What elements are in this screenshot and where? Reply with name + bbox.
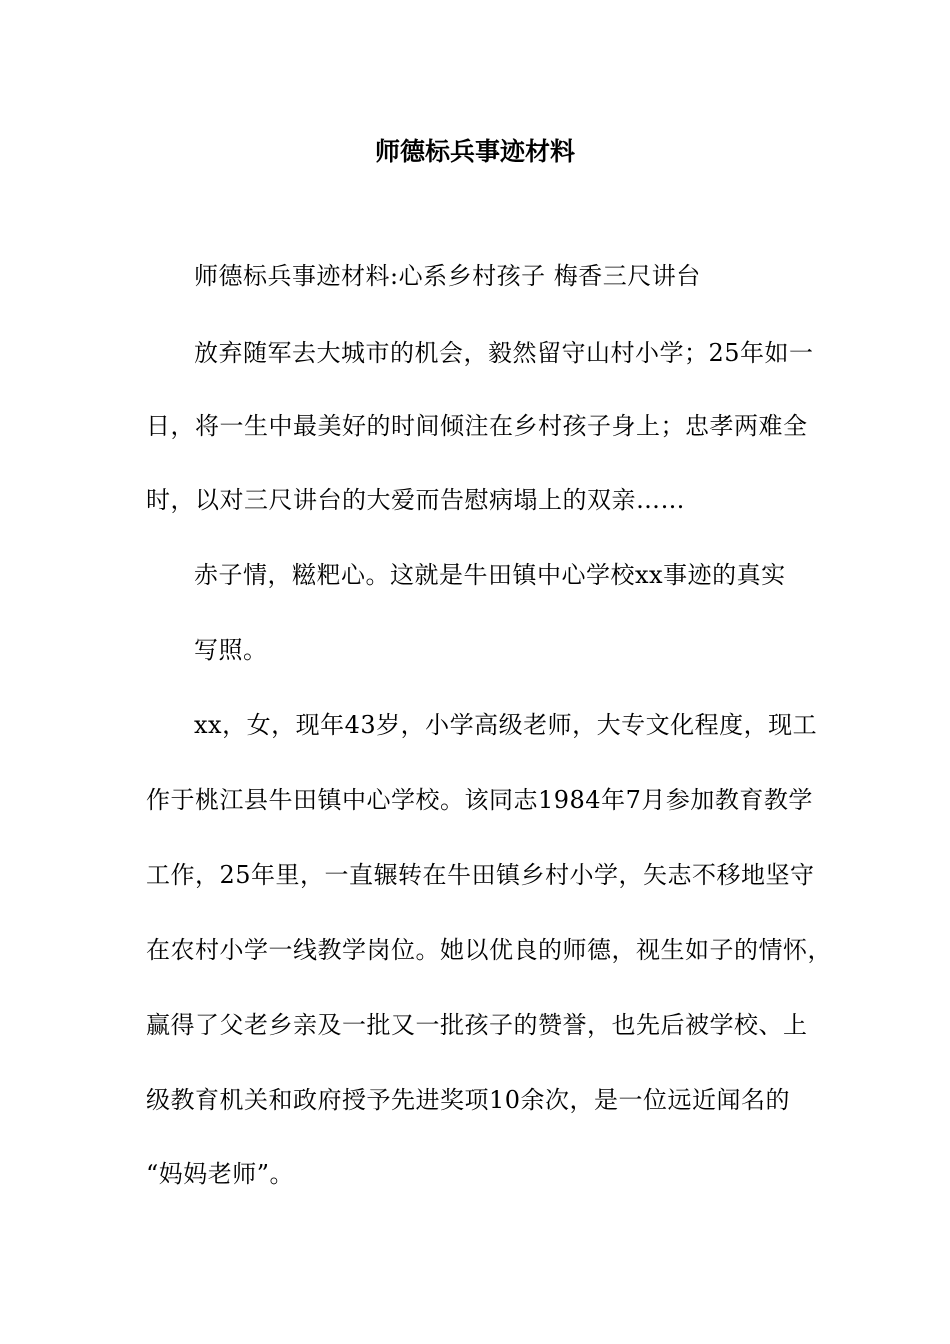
paragraph-line: 级教育机关和政府授予先进奖项10余次，是一位远近闻名的: [146, 1086, 791, 1114]
document-title: 师德标兵事迹材料: [374, 137, 575, 166]
paragraph-line: 作于桃江县牛田镇中心学校。该同志1984年7月参加教育教学: [146, 786, 813, 814]
paragraph-line: 日，将一生中最美好的时间倾注在乡村孩子身上；忠孝两难全: [146, 412, 808, 440]
paragraph-line: 工作，25年里，一直辗转在牛田镇乡村小学，矢志不移地坚守: [146, 861, 815, 889]
paragraph-line: 赤子情，糍粑心。这就是牛田镇中心学校xx事迹的真实: [194, 561, 786, 589]
paragraph-line: 在农村小学一线教学岗位。她以优良的师德，视生如子的情怀，: [146, 936, 832, 964]
paragraph-line: “妈妈老师”。: [146, 1160, 295, 1188]
paragraph-line: xx，女，现年43岁，小学高级老师，大专文化程度，现工: [194, 711, 818, 739]
paragraph-line: 时，以对三尺讲台的大爱而告慰病塌上的双亲……: [146, 486, 685, 514]
paragraph-line: 写照。: [194, 636, 268, 664]
paragraph-line: 放弃随军去大城市的机会，毅然留守山村小学；25年如一: [194, 339, 814, 367]
paragraph-line: 师德标兵事迹材料:心系乡村孩子 梅香三尺讲台: [194, 262, 701, 290]
paragraph-line: 赢得了父老乡亲及一批又一批孩子的赞誉，也先后被学校、上: [146, 1011, 808, 1039]
